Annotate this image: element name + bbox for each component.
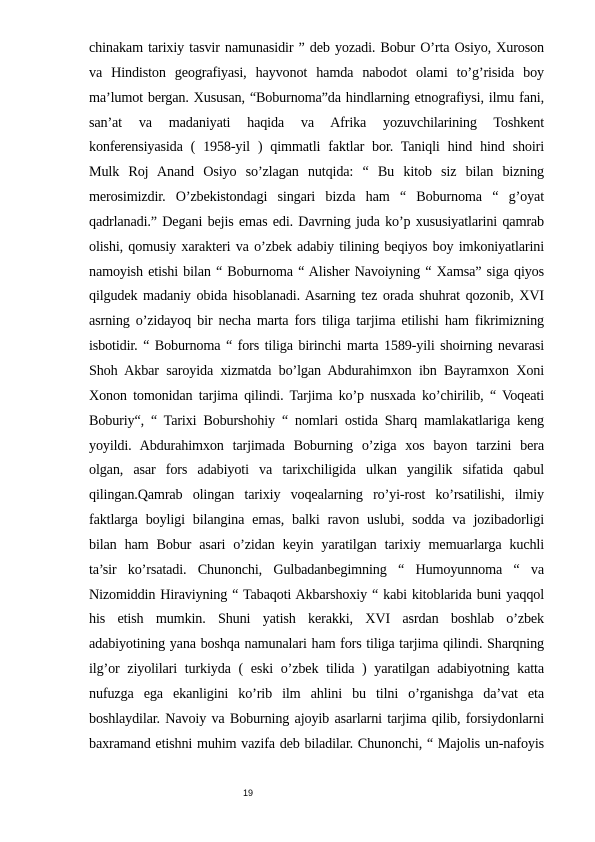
body-text	[89, 36, 544, 756]
text-line-22: ta’sir ko’rsatadi. Chunonchi, Gulbadanbegimning “ Humoyunnoma “ va	[89, 561, 544, 578]
text-line-4: san’at va madaniyati haqida va Afrika yozuvchilarining Toshkent	[89, 114, 544, 131]
text-line-8: qadrlanadi.” Degani bejis emas edi. Davrning juda ko’p xususiyatlarini qamrab	[89, 213, 544, 230]
text-line-7: merosimizdir. O’zbekistondagi singari bizda ham “ Boburnoma “ g’oyat	[89, 189, 544, 206]
text-line-11: qilgudek madaniy obida hisoblanadi. Asarning tez orada shuhrat qozonib, XVI	[89, 288, 544, 305]
text-line-6: Mulk Roj Anand Osiyo so’zlagan nutqida: “ Bu kitob siz bilan bizning	[89, 164, 544, 181]
text-line-1: chinakam tarixiy tasvir namunasidir ” deb yozadi. Bobur O’rta Osiyo, Xuroson	[89, 40, 544, 56]
text-line-10: namoyish etishi bilan “ Boburnoma “ Alisher Navoiyning “ Xamsa” siga qiyos	[89, 263, 544, 280]
text-line-26: ilg’or ziyolilari turkiyda ( eski o’zbek tilida ) yaratilgan adabiyotning katta	[89, 661, 544, 678]
text-line-24: his etish mumkin. Shuni yatish kerakki, XVI asrdan boshlab o’zbek	[89, 611, 544, 628]
text-line-12: asrning o’zidayoq bir necha marta fors tiliga tarjima etilishi ham fikrimizning	[89, 313, 544, 330]
text-line-21: bilan ham Bobur asari o’zidan keyin yaratilgan tarixiy memuarlarga kuchli	[89, 536, 544, 553]
text-line-9: olishi, qomusiy xarakteri va o’zbek adabiy tilining beqiyos boy imkoniyatlarini	[89, 238, 544, 255]
text-line-3: ma’lumot bergan. Xususan, “Boburnoma”da hindlarning etnografiysi, ilmu fani,	[89, 89, 544, 106]
text-line-29: baxramand etishni muhim vazifa deb biladilar. Chunonchi, “ Majolis un-nafoyis	[89, 735, 544, 752]
text-line-23: Nizomiddin Hiraviyning “ Tabaqoti Akbarshoxiy “ kabi kitoblarida buni yaqqol	[89, 586, 544, 603]
text-line-5: konferensiyasida ( 1958-yil ) qimmatli faktlar bor. Taniqli hind hind shoiri	[89, 139, 544, 156]
text-line-27: nufuzga ega ekanligini ko’rib ilm ahlini bu tilni o’rganishga da’vat eta	[89, 685, 544, 702]
text-line-20: faktlarga boyligi bilangina emas, balki ravon uslubi, sodda va jozibadorligi	[89, 512, 544, 529]
text-line-17: yoyildi. Abdurahimxon tarjimada Boburning o’ziga xos bayon tarzini bera	[89, 437, 544, 454]
text-line-2: va Hindiston geografiyasi, hayvonot hamda nabodot olami to’g’risida boy	[89, 64, 544, 81]
text-line-16: Boburiy“, “ Tarixi Boburshohiy “ nomlari ostida Sharq mamlakatlariga keng	[89, 412, 544, 429]
text-line-14: Shoh Akbar saroyida xizmatda bo’lgan Abdurahimxon ibn Bayramxon Xoni	[89, 362, 544, 379]
page-number: 19	[243, 788, 254, 798]
text-line-25: adabiyotining yana boshqa namunalari ham fors tiliga tarjima qilindi. Sharqning	[89, 636, 544, 653]
text-line-13: isbotidir. “ Boburnoma “ fors tiliga birinchi marta 1589-yili shoirning nevarasi	[89, 338, 544, 355]
text-line-19: qilingan.Qamrab olingan tarixiy voqealarning ro’yi-rost ko’rsatilishi, ilmiy	[89, 487, 544, 504]
text-line-28: boshlaydilar. Navoiy va Boburning ajoyib asarlarni tarjima qilib, forsiydonlarni	[89, 710, 544, 727]
text-line-18: olgan, asar fors adabiyoti va tarixchiligida ulkan yangilik sifatida qabul	[89, 462, 544, 479]
text-line-15: Xonon tomonidan tarjima qilindi. Tarjima ko’p nusxada ko’chirilib, “ Voqeati	[89, 387, 544, 404]
